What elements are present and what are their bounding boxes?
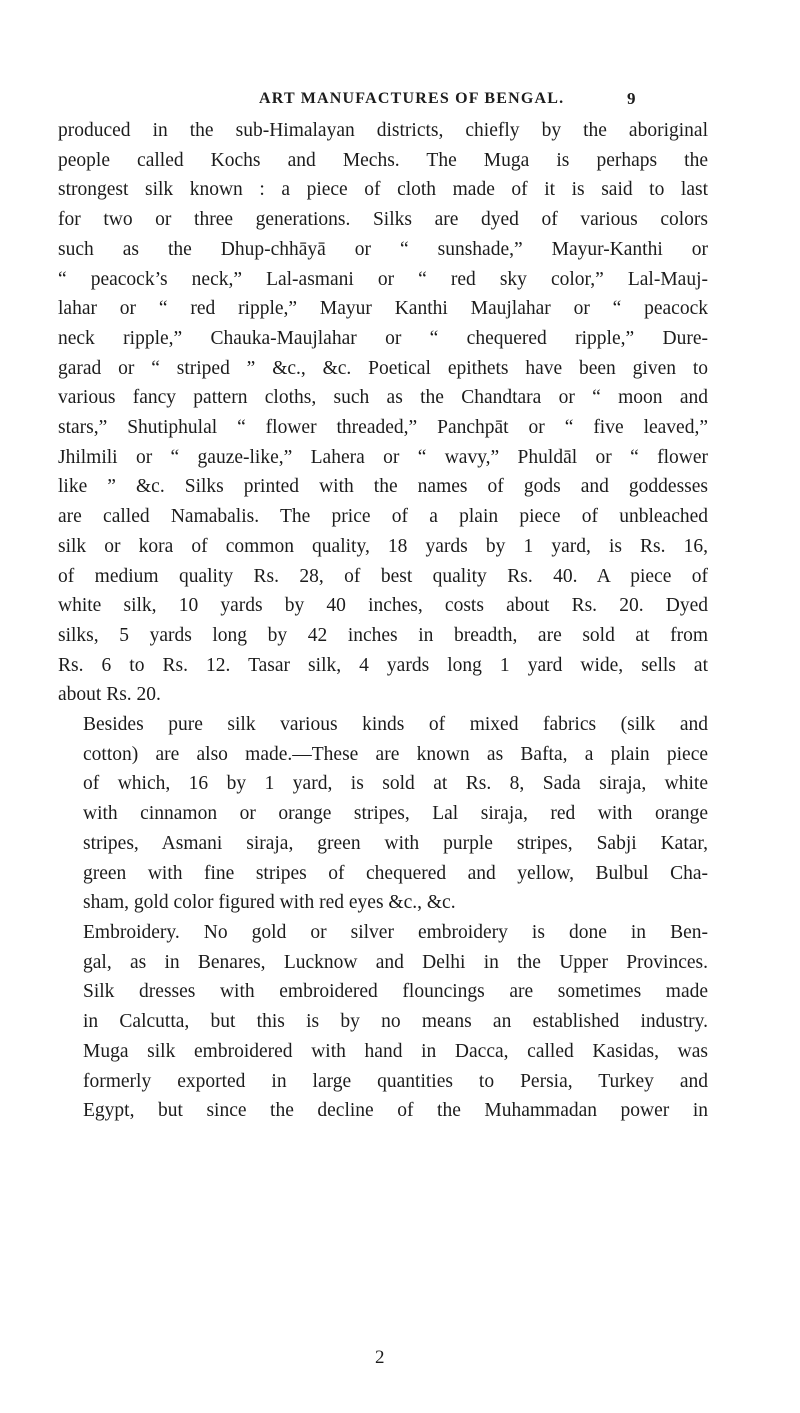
text-line: sham, gold color figured with red eyes &c., &c. (83, 892, 456, 914)
paragraph-mixed-fabrics (58, 710, 708, 918)
text-line: Rs. 6 to Rs. 12. Tasar silk, 4 yards long 1 yard wide, sells at (58, 654, 708, 676)
text-line: neck ripple,” Chauka-Maujlahar or “ chequered ripple,” Dure- (58, 327, 708, 349)
paragraph-silk-varieties (58, 116, 708, 710)
text-line: “ peacock’s neck,” Lal-asmani or “ red sky color,” Lal-Mauj- (58, 268, 708, 290)
text-line: formerly exported in large quantities to Persia, Turkey and (83, 1070, 708, 1092)
text-line: strongest silk known : a piece of cloth made of it is said to last (58, 179, 708, 201)
text-line: Silk dresses with embroidered flouncings are sometimes made (83, 981, 708, 1003)
text-line: Besides pure silk various kinds of mixed fabrics (silk and (83, 714, 708, 736)
text-line: garad or “ striped ” &c., &c. Poetical epithets have been given to (58, 357, 708, 379)
text-line: in Calcutta, but this is by no means an established industry. (83, 1011, 708, 1033)
text-line: like ” &c. Silks printed with the names of gods and goddesses (58, 476, 708, 498)
text-line: silks, 5 yards long by 42 inches in breadth, are sold at from (58, 624, 708, 646)
text-line: about Rs. 20. (58, 684, 161, 706)
text-line: cotton) are also made.—These are known as Bafta, a plain piece (83, 743, 708, 765)
text-line: Egypt, but since the decline of the Muhammadan power in (83, 1100, 708, 1122)
text-line: produced in the sub-Himalayan districts, chiefly by the aboriginal (58, 120, 708, 141)
text-line: stars,” Shutiphulal “ flower threaded,” Panchpāt or “ five leaved,” (58, 417, 708, 439)
text-line: lahar or “ red ripple,” Mayur Kanthi Maujlahar or “ peacock (58, 298, 708, 320)
text-line: of which, 16 by 1 yard, is sold at Rs. 8, Sada siraja, white (83, 773, 708, 795)
text-line: Muga silk embroidered with hand in Dacca, called Kasidas, was (83, 1040, 708, 1062)
text-line: Jhilmili or “ gauze-like,” Lahera or “ wavy,” Phuldāl or “ flower (58, 446, 708, 468)
running-head: ART MANUFACTURES OF BENGAL. (259, 90, 565, 107)
paragraph-embroidery (58, 918, 708, 1126)
text-line: green with fine stripes of chequered and yellow, Bulbul Cha- (83, 862, 708, 884)
text-line: for two or three generations. Silks are dyed of various colors (58, 209, 708, 231)
body-text (58, 116, 708, 1126)
text-line: Embroidery. No gold or silver embroidery is done in Ben- (83, 921, 708, 943)
text-line: various fancy pattern cloths, such as the Chandtara or “ moon and (58, 387, 708, 409)
text-line: of medium quality Rs. 28, of best quality Rs. 40. A piece of (58, 565, 708, 587)
text-line: people called Kochs and Mechs. The Muga is perhaps the (58, 149, 708, 171)
text-line: white silk, 10 yards by 40 inches, costs about Rs. 20. Dyed (58, 595, 708, 617)
text-line: with cinnamon or orange stripes, Lal siraja, red with orange (83, 803, 708, 825)
text-line: such as the Dhup-chhāyā or “ sunshade,” Mayur-Kanthi or (58, 238, 708, 260)
text-line: stripes, Asmani siraja, green with purple stripes, Sabji Katar, (83, 832, 708, 854)
page-number: 9 (627, 89, 636, 108)
signature-mark: 2 (375, 1347, 385, 1368)
text-line: are called Namabalis. The price of a plain piece of unbleached (58, 506, 708, 528)
text-line: gal, as in Benares, Lucknow and Delhi in the Upper Provinces. (83, 951, 708, 973)
text-line: silk or kora of common quality, 18 yards by 1 yard, is Rs. 16, (58, 535, 708, 557)
